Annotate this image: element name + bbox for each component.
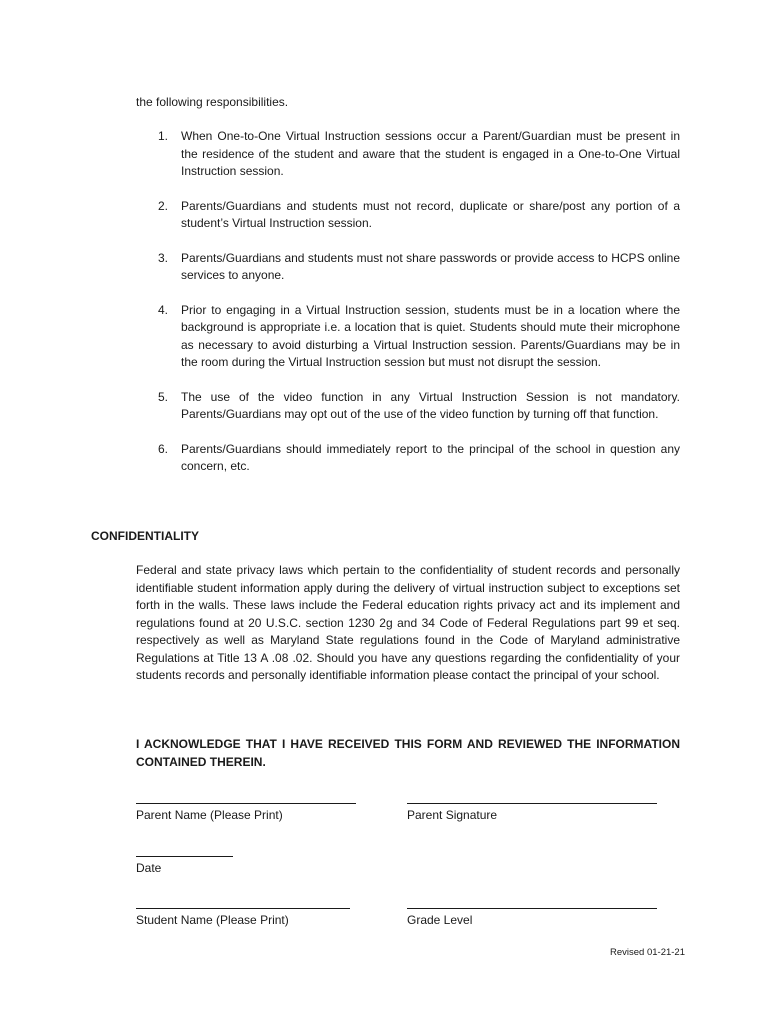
list-item-number: 5. (158, 389, 169, 404)
confidentiality-paragraph: Federal and state privacy laws which pertain to the confidentiality of student records and personally identifiable student information apply during the delivery of virtual instruction subject to exceptions set forth in the walls. These laws include the Federal education rights privacy act and its implement and regulations found at 20 U.S.C. section 1230 2g and 34 Code of Federal Regulations part 99 et seq. respectively as well as Maryland State regulations found in the Code of Maryland administrative Regulations at Title 13 A .08 .02. Should you have any questions regarding the confidentiality of your students records and personally identifiable information please contact the principal of your school. (136, 563, 680, 682)
list-item-text: Parents/Guardians should immediately report to the principal of the school in question any concern, etc. (181, 441, 680, 473)
confidentiality-heading: CONFIDENTIALITY (91, 529, 199, 543)
parent-name-field[interactable] (136, 789, 356, 824)
acknowledgement-statement: I ACKNOWLEDGE THAT I HAVE RECEIVED THIS FORM AND REVIEWED THE INFORMATION CONTAINED THEREIN. (136, 737, 680, 769)
signature-line[interactable] (136, 842, 233, 857)
intro-text: the following responsibilities. (136, 95, 289, 109)
list-item-text: When One-to-One Virtual Instruction sessions occur a Parent/Guardian must be present in the residence of the student and aware that the student is engaged in a One-to-One Virtual Instruction session. (181, 129, 680, 178)
parent-signature-label: Parent Signature (407, 808, 498, 822)
signature-line[interactable] (136, 789, 356, 804)
list-item-text: Parents/Guardians and students must not record, duplicate or share/post any portion of a student’s Virtual Instruction session. (181, 198, 680, 230)
date-field[interactable] (136, 842, 233, 877)
list-item-number: 4. (158, 302, 169, 317)
list-item (136, 128, 680, 181)
date-label: Date (136, 861, 162, 875)
list-item-number: 3. (158, 250, 169, 265)
list-item-number: 1. (158, 129, 169, 143)
list-item-text: Parents/Guardians and students must not share passwords or provide access to HCPS online services to anyone. (181, 250, 680, 282)
responsibilities-list (136, 128, 680, 493)
list-item-number: 6. (158, 441, 169, 456)
signature-line[interactable] (407, 894, 657, 909)
list-item (136, 250, 680, 285)
list-item (136, 302, 680, 372)
list-item-number: 2. (158, 198, 169, 213)
student-name-label: Student Name (Please Print) (136, 913, 289, 927)
list-item-text: The use of the video function in any Virtual Instruction Session is not mandatory. Parents/Guardians may opt out of the use of the video function by turning off that function. (181, 389, 680, 421)
signature-line[interactable] (136, 894, 350, 909)
grade-level-label: Grade Level (407, 913, 473, 927)
list-item (136, 198, 680, 233)
revision-date: Revised 01-21-21 (610, 947, 685, 958)
list-item-text: Prior to engaging in a Virtual Instruction session, students must be in a location where the background is appropriate i.e. a location that is quiet. Students should mute their microphone as necessary to avoid disturbing a Virtual Instruction session. Parents/Guardians may be in the room during the Virtual Instruction session but must not disrupt the session. (181, 302, 680, 369)
list-item (136, 441, 680, 476)
parent-name-label: Parent Name (Please Print) (136, 808, 283, 822)
parent-signature-field[interactable] (407, 789, 657, 824)
grade-level-field[interactable] (407, 894, 657, 929)
signature-line[interactable] (407, 789, 657, 804)
list-item (136, 389, 680, 424)
student-name-field[interactable] (136, 894, 350, 929)
